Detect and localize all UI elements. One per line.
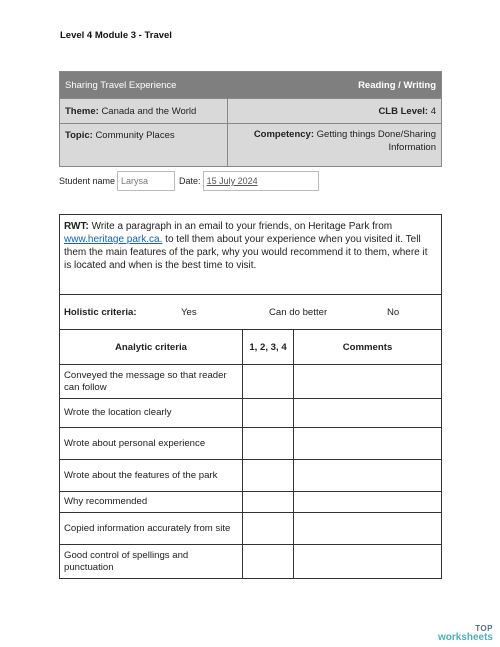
- score-cell[interactable]: [243, 513, 294, 545]
- col-score: 1, 2, 3, 4: [243, 330, 294, 365]
- date-label: Date:: [179, 176, 201, 186]
- topic-cell: Topic: Community Places: [60, 124, 228, 167]
- holistic-no[interactable]: No: [387, 306, 400, 318]
- comment-cell[interactable]: [294, 460, 442, 492]
- holistic-label: Holistic criteria:: [64, 306, 137, 318]
- comment-cell[interactable]: [294, 513, 442, 545]
- col-analytic-criteria: Analytic criteria: [60, 330, 243, 365]
- clb-cell: CLB Level: 4: [228, 99, 442, 124]
- student-name-field[interactable]: Larysa: [117, 171, 175, 191]
- criterion-label: Wrote about personal experience: [60, 428, 243, 460]
- criterion-label: Wrote the location clearly: [60, 399, 243, 428]
- score-cell[interactable]: [243, 399, 294, 428]
- holistic-yes[interactable]: Yes: [181, 306, 197, 318]
- criterion-label: Why recommended: [60, 492, 243, 513]
- competency-cell: Competency: Getting things Done/Sharing Information: [228, 124, 442, 167]
- score-cell[interactable]: [243, 492, 294, 513]
- student-name-label: Student name: [59, 176, 116, 186]
- student-line: [59, 171, 319, 191]
- theme-cell: Theme: Canada and the World: [60, 99, 228, 124]
- topworksheets-logo: TOP worksheets: [437, 624, 493, 643]
- rubric-table: [59, 214, 442, 579]
- score-cell[interactable]: [243, 428, 294, 460]
- date-field[interactable]: 15 July 2024: [203, 171, 319, 191]
- holistic-can-do-better[interactable]: Can do better: [269, 306, 328, 318]
- score-cell[interactable]: [243, 545, 294, 579]
- comment-cell[interactable]: [294, 492, 442, 513]
- comment-cell[interactable]: [294, 365, 442, 399]
- criterion-label: Copied information accurately from site: [60, 513, 243, 545]
- sharing-cell: Sharing Travel Experience: [60, 72, 228, 99]
- header-table: [59, 71, 442, 167]
- criterion-label: Wrote about the features of the park: [60, 460, 243, 492]
- page-title: Level 4 Module 3 - Travel: [60, 30, 172, 41]
- criterion-label: Good control of spellings and punctuation: [60, 545, 243, 579]
- rwt-task: RWT: Write a paragraph in an email to your friends, on Heritage Park from www.heritage park.ca. to tell them about your experience when you visited it. Tell them the main features of the park, why you would recommend it to them, where it is located and when is the best time to visit.: [60, 215, 442, 295]
- score-cell[interactable]: [243, 460, 294, 492]
- score-cell[interactable]: [243, 365, 294, 399]
- holistic-criteria-row: [60, 295, 442, 330]
- comment-cell[interactable]: [294, 399, 442, 428]
- criterion-label: Conveyed the message so that reader can follow: [60, 365, 243, 399]
- heritage-park-link[interactable]: www.heritage park.ca.: [64, 234, 163, 245]
- comment-cell[interactable]: [294, 428, 442, 460]
- comment-cell[interactable]: [294, 545, 442, 579]
- col-comments: Comments: [294, 330, 442, 365]
- skill-cell: Reading / Writing: [228, 72, 442, 99]
